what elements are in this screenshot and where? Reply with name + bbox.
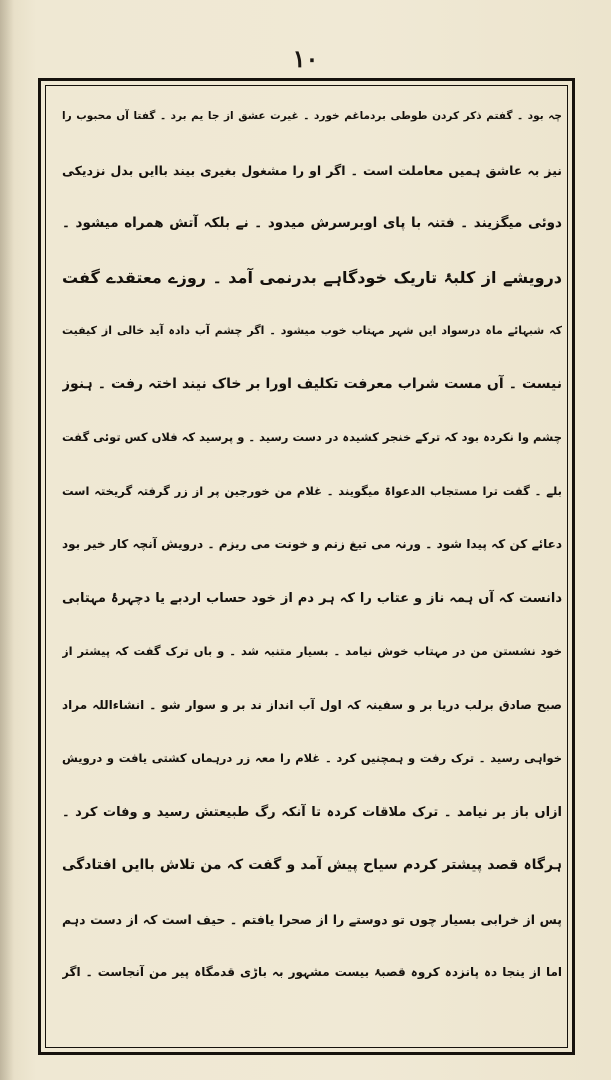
text-line: دانست کہ آں ہمہ ناز و عتاب را کہ ہر دم از خود حساب اردبے یا دچہرۂ مہتابی (62, 590, 562, 606)
text-line: نیز بہ عاشق ہمیں معاملت است ۔ اگر او را مشغول بغیری بیند باایں بدل نزدیکی (62, 162, 562, 178)
text-line: درویشے از کلبۂ تاریک خودگاہے بدرنمی آمد ۔ روزے معتقدے گفت (62, 267, 562, 287)
text-line: کہ شبہائے ماہ درسواد ایں شہر مہتاب خوب میشود ۔ اگر چشم آب دادہ آید خالی از کیفیت (62, 324, 562, 337)
text-line: ہرگاہ قصد پیشتر کردم سیاح پیش آمد و گفت کہ من تلاش باایں افتادگی (62, 857, 562, 873)
text-line: دعائے کن کہ پیدا شود ۔ ورنہ می تیغ زنم و خونت می ریزم ۔ درویش آنچہ کار خیر بود (62, 537, 562, 551)
text-line: دوئی میگزیند ۔ فتنہ با پای اوبرسرش میدود ۔ نے بلکہ آتش همراه میشود ۔ (62, 215, 562, 231)
text-line: پس از خرابی بسیار چوں تو دوستے را از صحرا یافتم ۔ حیف است کہ از دست دہم (62, 911, 562, 927)
text-line: بلے ۔ گفت ترا مستجاب الدعواۃ میگویند ۔ غلام من خورجین پر از زر گرفتہ گریختہ است (62, 483, 562, 498)
text-line: چہ بود ۔ گفتم ذکر کردن طوطی بردماغم خورد ۔ غیرت عشق از جا یم برد ۔ گفتا آں محبوب را (62, 110, 562, 122)
text-line: چشم وا نکردہ بود کہ ترکے خنجر کشیدہ در دست رسید ۔ و پرسید کہ فلاں کس توئی گفت (62, 430, 562, 444)
text-line: ازاں باز بر نیامد ۔ ترک ملاقات کردہ تا آنکہ رگ طبیعتش رسید و وفات کرد ۔ (62, 804, 562, 820)
text-line: صبح صادق برلب دریا بر و سفینہ کہ اول آب انداز ند بر و سوار شو ۔ انشاءاللہ مراد (62, 697, 562, 712)
page-number: ۱۰ (292, 44, 319, 73)
text-line: خواہی رسید ۔ ترک رفت و ہمچنیں کرد ۔ غلام را معہ زر درہماں کشتی یافت و درویش (62, 751, 562, 765)
text-line: خود نشستن من در مہتاب خوش نیامد ۔ بسیار متنبہ شد ۔ و باں ترک گفت کہ پیشتر از (62, 644, 562, 658)
urdu-text-block (62, 90, 562, 1040)
text-line: اما از ینجا دہ پانزدہ کروہ قصبۂ بیست مشہور بہ باڑی قدمگاہ پیر من آنجاست ۔ اگر (62, 965, 562, 979)
text-line: نیست ۔ آں مست شراب معرفت تکلیف اورا بر خاک نیند اختہ رفت ۔ ہنوز (62, 375, 562, 392)
page-edge-shadow (0, 0, 14, 1080)
